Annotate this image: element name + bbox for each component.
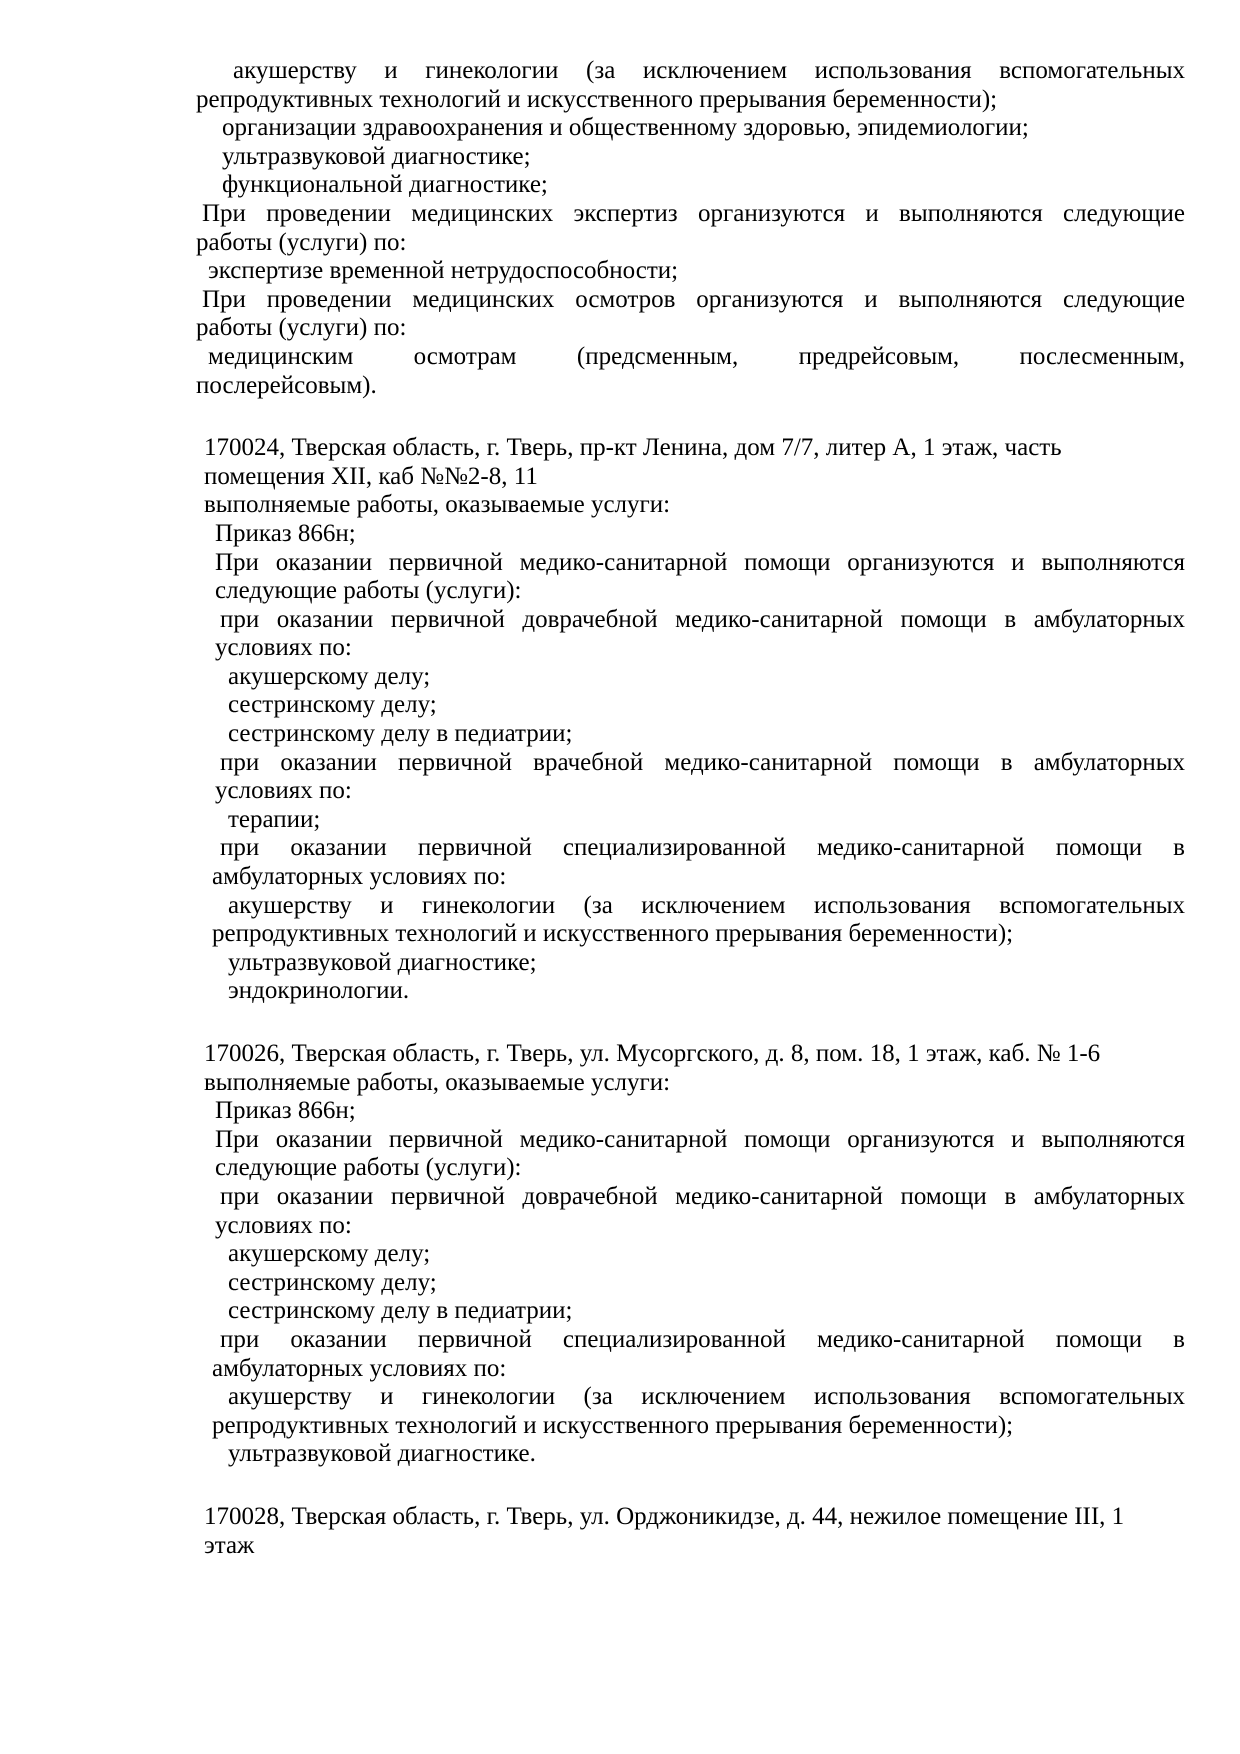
text-line: При проведении медицинских экспертиз организуются и выполняются следующие — [202, 199, 1185, 227]
text-line: При проведении медицинских осмотров организуются и выполняются следующие — [202, 285, 1185, 313]
section-170024 — [196, 434, 1185, 1006]
text-line: при оказании первичной специализированной медико-санитарной помощи в — [220, 1325, 1185, 1353]
text-line: функциональной диагностике; — [222, 171, 548, 199]
text-line: Приказ 866н; — [215, 519, 356, 547]
text-line: послерейсовым). — [196, 371, 377, 399]
section-continuation — [196, 57, 1185, 400]
text-line: при оказании первичной специализированной медико-санитарной помощи в — [220, 834, 1185, 862]
text-line: работы (услуги) по: — [196, 314, 407, 342]
text-line: выполняемые работы, оказываемые услуги: — [204, 1068, 671, 1096]
text-line: экспертизе временной нетрудоспособности; — [208, 257, 679, 285]
text-line: Приказ 866н; — [215, 1097, 356, 1125]
text-line: сестринскому делу; — [228, 1268, 437, 1296]
text-line: ультразвуковой диагностике; — [222, 142, 531, 170]
address-line: этаж — [204, 1531, 255, 1559]
text-line: эндокринологии. — [228, 977, 410, 1005]
text-line: при оказании первичной доврачебной медико-санитарной помощи в амбулаторных — [220, 1182, 1185, 1210]
text-line: акушерству и гинекологии (за исключением использования вспомогательных — [228, 1383, 1185, 1411]
text-line: амбулаторных условиях по: — [212, 863, 507, 891]
text-line: при оказании первичной врачебной медико-санитарной помощи в амбулаторных — [220, 748, 1185, 776]
address-line: помещения XII, каб №№2-8, 11 — [204, 462, 538, 490]
text-line: акушерству и гинекологии (за исключением использования вспомогательных — [228, 891, 1185, 919]
address-line: 170026, Тверская область, г. Тверь, ул. Мусоргского, д. 8, пом. 18, 1 этаж, каб. № 1-6 — [204, 1040, 1101, 1067]
text-line: амбулаторных условиях по: — [212, 1354, 507, 1382]
text-line: условиях по: — [215, 634, 352, 662]
text-line: работы (услуги) по: — [196, 228, 407, 256]
text-line: ультразвуковой диагностике. — [228, 1440, 536, 1468]
text-line: следующие работы (услуги): — [215, 1154, 522, 1182]
text-line: ультразвуковой диагностике; — [228, 948, 537, 976]
text-line: при оказании первичной доврачебной медико-санитарной помощи в амбулаторных — [220, 605, 1185, 633]
text-line: медицинским осмотрам (предсменным, предрейсовым, послесменным, — [208, 342, 1185, 370]
text-line: следующие работы (услуги): — [215, 577, 522, 605]
text-line: При оказании первичной медико-санитарной помощи организуются и выполняются — [215, 548, 1185, 576]
text-line: акушерскому делу; — [228, 1240, 431, 1268]
text-line: организации здравоохранения и общественному здоровью, эпидемиологии; — [222, 114, 1029, 142]
text-line: акушерству и гинекологии (за исключением использования вспомогательных — [233, 57, 1185, 84]
text-line: терапии; — [228, 805, 321, 833]
text-line: репродуктивных технологий и искусственного прерывания беременности); — [212, 1411, 1014, 1439]
text-line: сестринскому делу в педиатрии; — [228, 720, 573, 748]
text-line: При оказании первичной медико-санитарной помощи организуются и выполняются — [215, 1125, 1185, 1153]
address-line: 170028, Тверская область, г. Тверь, ул. Орджоникидзе, д. 44, нежилое помещение III, 1 — [204, 1502, 1125, 1530]
text-line: репродуктивных технологий и искусственного прерывания беременности); — [212, 920, 1014, 948]
section-170026 — [196, 1040, 1185, 1469]
text-line: сестринскому делу в педиатрии; — [228, 1297, 573, 1325]
text-line: сестринскому делу; — [228, 691, 437, 719]
text-line: репродуктивных технологий и искусственного прерывания беременности); — [196, 85, 998, 113]
text-line: условиях по: — [215, 777, 352, 805]
address-line: 170024, Тверская область, г. Тверь, пр-кт Ленина, дом 7/7, литер А, 1 этаж, часть — [204, 434, 1062, 462]
text-line: акушерскому делу; — [228, 662, 431, 690]
section-170028 — [196, 1503, 1185, 1560]
text-line: выполняемые работы, оказываемые услуги: — [204, 491, 671, 519]
text-line: условиях по: — [215, 1211, 352, 1239]
